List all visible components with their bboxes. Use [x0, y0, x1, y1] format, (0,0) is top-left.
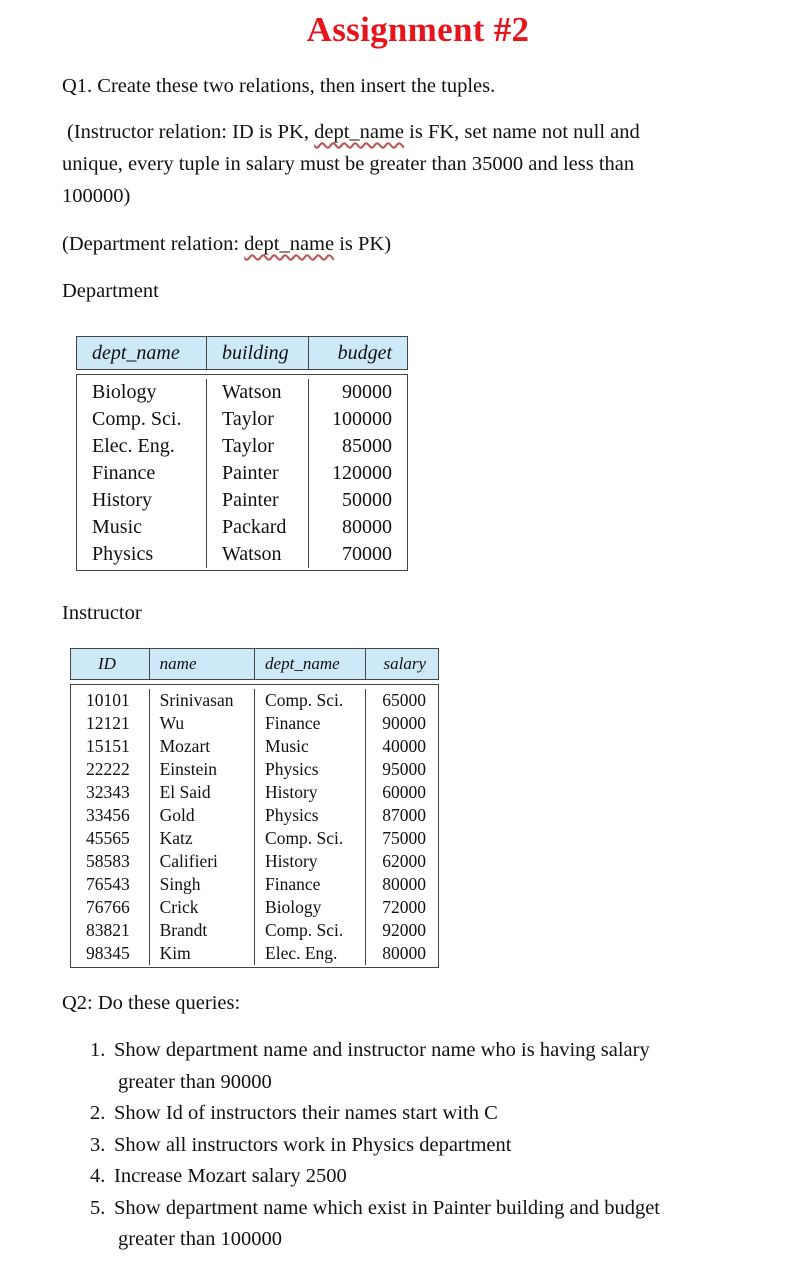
table-cell: Comp. Sci.	[92, 408, 182, 430]
table-cell: 45565	[86, 828, 130, 848]
table-cell: 22222	[86, 759, 130, 779]
table-cell: Painter	[222, 462, 279, 484]
column-header: salary	[383, 654, 426, 673]
table-cell: Watson	[222, 543, 282, 565]
table-cell: Wu	[159, 713, 185, 733]
item-line: Increase Mozart salary 2500	[114, 1165, 347, 1187]
list-item	[90, 1098, 750, 1130]
table-cell: Katz	[159, 828, 193, 848]
item-line: Show all instructors work in Physics department	[114, 1133, 512, 1156]
table-cell: 76766	[86, 897, 130, 917]
table-cell: 75000	[382, 828, 426, 848]
table-cell: Srinivasan	[159, 690, 234, 710]
column-header: budget	[337, 341, 392, 364]
table-cell: 92000	[382, 920, 426, 940]
table-cell: 32343	[86, 782, 130, 802]
building-column	[207, 379, 309, 568]
item-number: 5.	[90, 1196, 106, 1219]
table-cell: Brandt	[159, 920, 208, 940]
table-cell: Gold	[159, 805, 195, 825]
table-cell: Singh	[159, 874, 201, 894]
id-column	[71, 689, 150, 965]
table-cell: Crick	[159, 897, 199, 917]
item-number: 1.	[90, 1039, 106, 1061]
table-cell: Mozart	[159, 736, 211, 756]
page-title: Assignment #2	[306, 10, 530, 49]
department-table	[76, 336, 408, 571]
name-column	[150, 689, 255, 965]
column-header: dept_name	[255, 649, 366, 679]
table-cell: 40000	[382, 736, 426, 756]
table-cell: 98345	[86, 943, 130, 963]
pk-term: dept_name	[244, 233, 335, 255]
query-list	[90, 1035, 750, 1256]
table-cell: Comp. Sci.	[265, 690, 344, 710]
dept-name-column	[77, 379, 207, 568]
table-cell: Physics	[265, 759, 319, 779]
column-header: building	[207, 337, 309, 369]
table-cell: 50000	[342, 489, 392, 511]
table-cell: 90000	[342, 381, 392, 403]
table-cell: Physics	[92, 543, 154, 565]
table-cell: 62000	[382, 851, 426, 871]
table-cell: 76543	[86, 874, 130, 894]
table-cell: Califieri	[159, 851, 218, 871]
table-cell: Elec. Eng.	[92, 435, 175, 457]
table-cell: 58583	[86, 851, 130, 871]
item-text	[114, 1193, 750, 1256]
table-cell: Finance	[265, 874, 321, 894]
dept-name-column	[255, 689, 366, 965]
column-header: name	[150, 649, 255, 679]
item-line: greater than 100000	[118, 1228, 282, 1250]
department-relation-note	[62, 228, 391, 260]
table-cell: Biology	[265, 897, 322, 917]
fk-term: dept_name	[314, 121, 405, 143]
table-cell: Elec. Eng.	[265, 943, 338, 963]
table-cell: 10101	[86, 690, 130, 710]
table-cell: 80000	[382, 943, 426, 963]
list-item	[90, 1035, 750, 1098]
table-cell: 15151	[86, 736, 130, 756]
q2-heading: Q2: Do these queries:	[62, 992, 241, 1014]
item-line: Show Id of instructors their names start with C	[114, 1102, 498, 1124]
item-line: Show department name which exist in Painter building and budget	[114, 1196, 660, 1219]
table-cell: Finance	[265, 713, 321, 733]
table-cell: 85000	[342, 435, 392, 457]
item-number: 2.	[90, 1102, 106, 1124]
table-cell: 95000	[382, 759, 426, 779]
table-cell: 120000	[332, 462, 392, 484]
note-text: (Instructor relation: ID is PK,	[67, 121, 315, 143]
list-item	[90, 1130, 750, 1162]
salary-column	[366, 689, 438, 965]
table-cell: 12121	[86, 713, 130, 733]
item-number: 3.	[90, 1133, 106, 1156]
column-header: dept_name	[77, 337, 207, 369]
table-cell: Taylor	[222, 408, 274, 430]
table-cell: Finance	[92, 462, 156, 484]
note-line-3: 100000)	[62, 185, 131, 207]
table-cell: 65000	[382, 690, 426, 710]
table-cell: 83821	[86, 920, 130, 940]
department-table-header	[76, 336, 408, 370]
note-text: is FK, set name not null and	[404, 121, 640, 143]
note-line-2: unique, every tuple in salary must be greater than 35000 and less than	[62, 153, 635, 175]
instructor-relation-note	[62, 116, 742, 212]
column-header: ID	[71, 649, 150, 679]
table-cell: Taylor	[222, 435, 274, 457]
list-item	[90, 1161, 750, 1193]
item-line: greater than 90000	[118, 1070, 272, 1093]
note-text: is PK)	[334, 233, 392, 255]
instructor-label: Instructor	[62, 602, 142, 624]
table-cell: Painter	[222, 489, 279, 511]
table-cell: History	[265, 851, 318, 871]
instructor-table-body	[70, 684, 439, 968]
item-line: Show department name and instructor name who is having salary	[114, 1039, 650, 1061]
table-cell: El Said	[159, 782, 211, 802]
table-cell: Kim	[159, 943, 191, 963]
list-item	[90, 1193, 750, 1256]
note-text: (Department relation:	[62, 233, 245, 255]
item-number: 4.	[90, 1165, 106, 1187]
table-cell: Comp. Sci.	[265, 920, 344, 940]
table-cell: Packard	[222, 516, 287, 538]
table-cell: 60000	[382, 782, 426, 802]
table-cell: 33456	[86, 805, 130, 825]
table-cell: 87000	[382, 805, 426, 825]
table-cell: 100000	[332, 408, 392, 430]
table-cell: 80000	[382, 874, 426, 894]
table-cell: History	[92, 489, 152, 511]
q1-heading: Q1. Create these two relations, then insert the tuples.	[62, 75, 496, 97]
table-cell: Einstein	[159, 759, 217, 779]
table-cell: Physics	[265, 805, 319, 825]
table-cell: 80000	[342, 516, 392, 538]
table-cell: 72000	[382, 897, 426, 917]
item-text	[114, 1035, 750, 1098]
table-cell: Music	[92, 516, 142, 538]
table-cell: 70000	[342, 543, 392, 565]
department-table-body	[76, 374, 408, 571]
table-cell: Watson	[222, 381, 282, 403]
table-cell: 90000	[382, 713, 426, 733]
table-cell: Biology	[92, 381, 157, 403]
table-cell: Comp. Sci.	[265, 828, 344, 848]
instructor-table-header	[70, 648, 439, 680]
table-cell: Music	[265, 736, 309, 756]
table-cell: History	[265, 782, 318, 802]
department-label: Department	[62, 280, 159, 302]
instructor-table	[70, 648, 439, 968]
budget-column	[309, 379, 407, 568]
